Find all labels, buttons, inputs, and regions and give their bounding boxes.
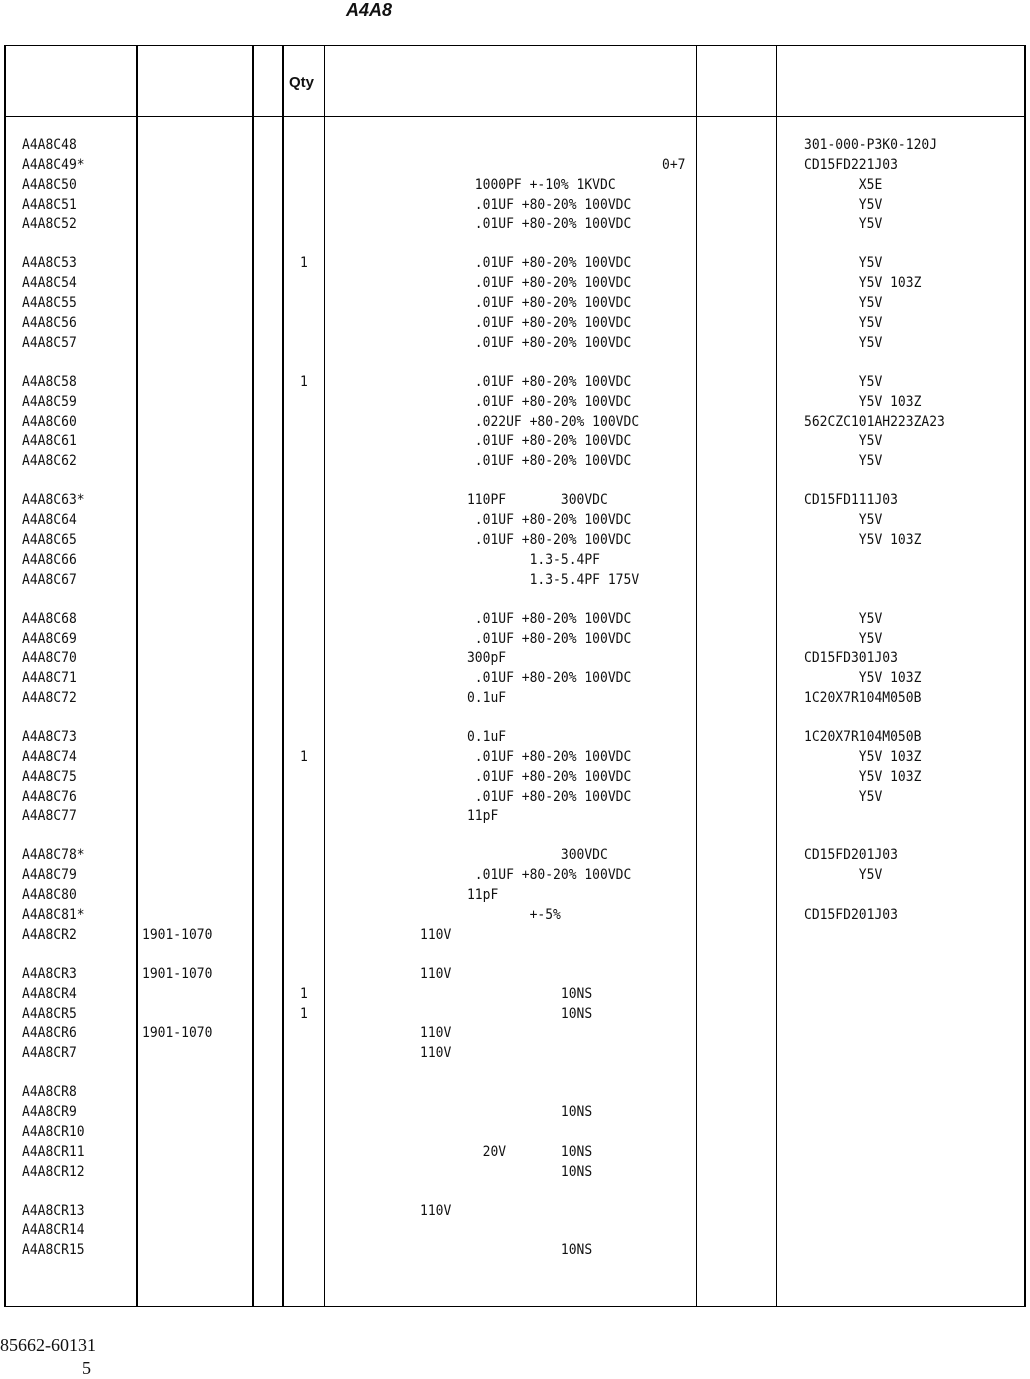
description-cell: .01UF +80-20% 100VDC [420, 275, 632, 292]
mfr-part-cell: Y5V [804, 314, 883, 332]
ref-cell: A4A8C54 [22, 275, 77, 292]
description-cell: .01UF +80-20% 100VDC [420, 531, 632, 549]
ref-cell: A4A8C66 [22, 551, 77, 568]
description-cell: .01UF +80-20% 100VDC [420, 393, 632, 410]
mfr-part-cell: Y5V [804, 630, 883, 647]
ref-cell: A4A8C64 [22, 512, 77, 529]
description-cell: 11pF [420, 808, 499, 825]
ref-cell: A4A8C77 [22, 808, 77, 825]
description-cell: .01UF +80-20% 100VDC [420, 433, 632, 450]
description-cell: .01UF +80-20% 100VDC [420, 295, 632, 312]
ref-cell: A4A8C59 [22, 393, 77, 410]
description-cell: 110PF 300VDC [420, 492, 608, 509]
description-cell: .01UF +80-20% 100VDC [420, 630, 632, 647]
ref-cell: A4A8C72 [22, 690, 77, 707]
ref-cell: A4A8CR4 [22, 985, 77, 1002]
ref-cell: A4A8C57 [22, 334, 77, 351]
ref-cell: A4A8CR14 [22, 1222, 85, 1239]
ref-cell: A4A8CR15 [22, 1242, 85, 1259]
mfr-part-cell: CD15FD201J03 [804, 907, 898, 924]
ref-cell: A4A8C51 [22, 196, 77, 213]
ref-cell: A4A8CR13 [22, 1202, 85, 1219]
ref-cell: A4A8C79 [22, 867, 77, 884]
mfr-part-cell: Y5V [804, 255, 883, 272]
description-cell: 1.3-5.4PF [420, 551, 601, 568]
mfr-part-cell: CD15FD111J03 [804, 492, 898, 509]
description-cell: .01UF +80-20% 100VDC [420, 373, 632, 390]
ref-cell: A4A8CR10 [22, 1123, 85, 1141]
col-divider-part [252, 45, 254, 1307]
description-cell: 10NS [420, 985, 593, 1002]
ref-cell: A4A8C74 [22, 748, 77, 766]
mfr-part-cell: 1C20X7R104M050B [804, 729, 922, 746]
ref-cell: A4A8CR5 [22, 1005, 77, 1022]
mfr-part-cell: Y5V 103Z [804, 531, 922, 549]
description-cell: .01UF +80-20% 100VDC [420, 670, 632, 687]
mfr-part-cell: CD15FD301J03 [804, 650, 898, 667]
mfr-part-cell: 301-000-P3K0-120J [804, 137, 938, 154]
ref-cell: A4A8CR3 [22, 965, 77, 982]
qty-cell: 1 [300, 1005, 308, 1022]
description-cell: .01UF +80-20% 100VDC [420, 255, 632, 272]
description-cell: .01UF +80-20% 100VDC [420, 512, 632, 529]
mfr-part-cell: Y5V 103Z [804, 768, 922, 785]
mfr-part-cell: CD15FD221J03 [804, 156, 898, 173]
table-top-border [4, 45, 1026, 46]
ref-cell: A4A8C53 [22, 255, 77, 272]
description-cell: +-5% [420, 907, 561, 924]
description-cell: 300pF [420, 650, 507, 667]
col-divider-cd [282, 45, 284, 1307]
col-divider-num [776, 45, 777, 1307]
mfr-part-cell: Y5V [804, 334, 883, 351]
ref-cell: A4A8CR11 [22, 1143, 85, 1160]
part-number-cell: 1901-1070 [142, 926, 213, 943]
mfr-part-cell: Y5V [804, 867, 883, 884]
mfr-part-cell: Y5V [804, 788, 883, 805]
description-cell: .01UF +80-20% 100VDC [420, 314, 632, 332]
document-number: 85662-60131 [0, 1335, 96, 1355]
ref-cell: A4A8C68 [22, 610, 77, 627]
mfr-part-cell: Y5V [804, 433, 883, 450]
ref-cell: A4A8CR7 [22, 1045, 77, 1062]
description-cell: 300VDC [420, 847, 608, 864]
description-cell: 1000PF +-10% 1KVDC [420, 176, 616, 193]
mfr-part-cell: CD15FD201J03 [804, 847, 898, 864]
ref-cell: A4A8C49* [22, 156, 85, 173]
qty-header: Qty [289, 74, 315, 91]
ref-cell: A4A8C61 [22, 433, 77, 450]
col-divider-right-edge [1024, 45, 1026, 1307]
mfr-part-cell: 562CZC101AH223ZA23 [804, 413, 945, 430]
description-cell: .01UF +80-20% 100VDC [420, 216, 632, 233]
description-cell: .01UF +80-20% 100VDC [420, 196, 632, 213]
ref-cell: A4A8C76 [22, 788, 77, 805]
description-cell: 1.3-5.4PF 175V [420, 571, 640, 588]
description-cell: .01UF +80-20% 100VDC [420, 334, 632, 351]
ref-cell: A4A8C73 [22, 729, 77, 746]
ref-cell: A4A8C81* [22, 907, 85, 924]
col-divider-left-edge [4, 45, 6, 1307]
col-divider-qty [324, 45, 325, 1307]
ref-cell: A4A8C80 [22, 887, 77, 904]
ref-cell: A4A8C52 [22, 216, 77, 233]
ref-cell: A4A8CR12 [22, 1163, 85, 1180]
qty-cell: 1 [300, 373, 308, 390]
ref-cell: A4A8C67 [22, 571, 77, 588]
mfr-part-cell: Y5V [804, 373, 883, 390]
description-cell: .01UF +80-20% 100VDC [420, 768, 632, 785]
part-number-cell: 1901-1070 [142, 965, 213, 982]
description-cell: 10NS [420, 1005, 593, 1022]
col-divider-desc [696, 45, 697, 1307]
mfr-part-cell: Y5V [804, 216, 883, 233]
description-cell: 0.1uF [420, 690, 507, 707]
table-bottom-border [4, 1306, 1026, 1307]
ref-cell: A4A8C55 [22, 295, 77, 312]
description-cell: 110V [420, 1202, 452, 1219]
ref-cell: A4A8C75 [22, 768, 77, 785]
mfr-part-cell: Y5V [804, 610, 883, 627]
description-cell: .01UF +80-20% 100VDC [420, 748, 632, 766]
mfr-part-cell: 1C20X7R104M050B [804, 690, 922, 707]
mfr-part-cell: Y5V 103Z [804, 393, 922, 410]
page-number: 5 [82, 1358, 91, 1378]
description-cell: .01UF +80-20% 100VDC [420, 453, 632, 470]
description-cell: .01UF +80-20% 100VDC [420, 788, 632, 805]
description-cell: 10NS [420, 1163, 593, 1180]
description-cell: 10NS [420, 1104, 593, 1121]
mfr-part-cell: X5E [804, 176, 883, 193]
qty-cell: 1 [300, 255, 308, 272]
description-cell: .022UF +80-20% 100VDC [420, 413, 640, 430]
ref-cell: A4A8C70 [22, 650, 77, 667]
description-cell: .01UF +80-20% 100VDC [420, 867, 632, 884]
ref-cell: A4A8CR9 [22, 1104, 77, 1121]
part-number-cell: 1901-1070 [142, 1025, 213, 1042]
ref-cell: A4A8C78* [22, 847, 85, 864]
ref-cell: A4A8CR2 [22, 926, 77, 943]
ref-cell: A4A8C62 [22, 453, 77, 470]
description-cell: 110V [420, 965, 452, 982]
mfr-part-cell: Y5V 103Z [804, 670, 922, 687]
ref-cell: A4A8C69 [22, 630, 77, 647]
description-cell: 0.1uF [420, 729, 507, 746]
ref-cell: A4A8C50 [22, 176, 77, 193]
ref-cell: A4A8C65 [22, 531, 77, 549]
description-cell: 110V [420, 926, 452, 943]
description-cell: 11pF [420, 887, 499, 904]
ref-cell: A4A8C71 [22, 670, 77, 687]
ref-cell: A4A8CR6 [22, 1025, 77, 1042]
ref-cell: A4A8C63* [22, 492, 85, 509]
mfr-part-cell: Y5V 103Z [804, 748, 922, 766]
description-cell: 110V [420, 1025, 452, 1042]
description-cell: 20V 10NS [420, 1143, 593, 1160]
mfr-part-cell: Y5V [804, 295, 883, 312]
description-cell: .01UF +80-20% 100VDC [420, 610, 632, 627]
mfr-part-cell: Y5V [804, 512, 883, 529]
qty-cell: 1 [300, 748, 308, 766]
ref-cell: A4A8C56 [22, 314, 77, 332]
header-bottom-border [4, 116, 1026, 117]
mfr-part-cell: Y5V 103Z [804, 275, 922, 292]
page-title: A4A8 [346, 0, 393, 20]
number-cell: 0+7 [662, 156, 686, 173]
ref-cell: A4A8CR8 [22, 1084, 77, 1101]
mfr-part-cell: Y5V [804, 196, 883, 213]
ref-cell: A4A8C48 [22, 137, 77, 154]
mfr-part-cell: Y5V [804, 453, 883, 470]
col-divider-ref [136, 45, 138, 1307]
qty-cell: 1 [300, 985, 308, 1002]
description-cell: 10NS [420, 1242, 593, 1259]
ref-cell: A4A8C58 [22, 373, 77, 390]
ref-cell: A4A8C60 [22, 413, 77, 430]
description-cell: 110V [420, 1045, 452, 1062]
